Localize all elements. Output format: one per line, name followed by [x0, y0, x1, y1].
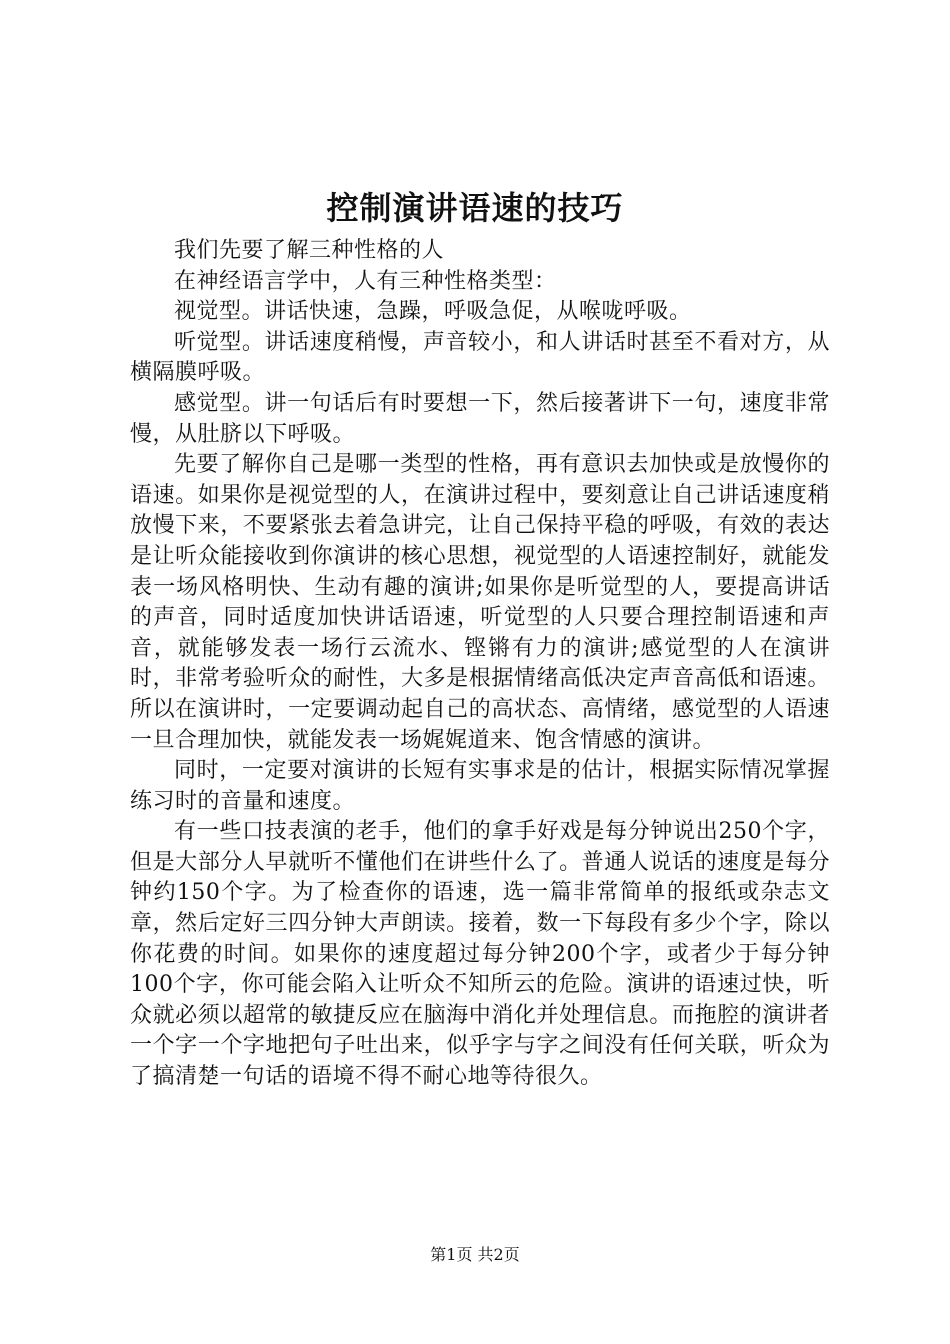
page-footer: 第1页 共2页 — [430, 1245, 520, 1264]
document-body — [130, 236, 830, 1093]
paragraph: 我们先要了解三种性格的人 — [174, 238, 445, 263]
paragraph: 先要了解你自己是哪一类型的性格，再有意识去加快或是放慢你的语速。如果你是视觉型的人，在演讲过程中，要刻意让自己讲话速度稍放慢下来，不要紧张去着急讲完，让自己保持平稳的呼吸，有效的表达是让听众能接收到你演讲的核心思想，视觉型的人语速控制好，就能发表一场风格明快、生动有趣的演讲;如果你是听觉型的人，要提高讲话的声音，同时适度加快讲话语速，听觉型的人只要合理控制语速和声音，就能够发表一场行云流水、铿锵有力的演讲;感觉型的人在演讲时，非常考验听众的耐性，大多是根据情绪高低决定声音高低和语速。所以在演讲时，一定要调动起自己的高状态、高情绪，感觉型的人语速一旦合理加快，就能发表一场娓娓道来、饱含情感的演讲。 — [130, 452, 830, 753]
paragraph: 感觉型。讲一句话后有时要想一下，然后接著讲下一句，速度非常慢，从肚脐以下呼吸。 — [130, 390, 830, 447]
paragraph: 视觉型。讲话快速，急躁，呼吸急促，从喉咙呼吸。 — [174, 299, 692, 325]
paragraph: 听觉型。讲话速度稍慢，声音较小，和人讲话时甚至不看对方，从横隔膜呼吸。 — [130, 329, 830, 386]
paragraph: 在神经语言学中，人有三种性格类型： — [174, 268, 557, 294]
paragraph: 有一些口技表演的老手，他们的拿手好戏是每分钟说出250个字，但是大部分人早就听不懂他们在讲些什么了。普通人说话的速度是每分钟约150个字。为了检查你的语速，选一篇非常简单的报纸或杂志文章，然后定好三四分钟大声朗读。接着，数一下每段有多少个字，除以你花费的时间。如果你的速度超过每分钟200个字，或者少于每分钟100个字，你可能会陷入让听众不知所云的危险。演讲的语速过快，听众就必须以超常的敏捷反应在脑海中消化并处理信息。而拖腔的演讲者一个字一个字地把句子吐出来，似乎字与字之间没有任何关联，听众为了搞清楚一句话的语境不得不耐心地等待很久。 — [130, 819, 830, 1090]
page-title: 控制演讲语速的技巧 — [326, 189, 624, 227]
paragraph: 同时，一定要对演讲的长短有实事求是的估计，根据实际情况掌握练习时的音量和速度。 — [130, 758, 830, 814]
